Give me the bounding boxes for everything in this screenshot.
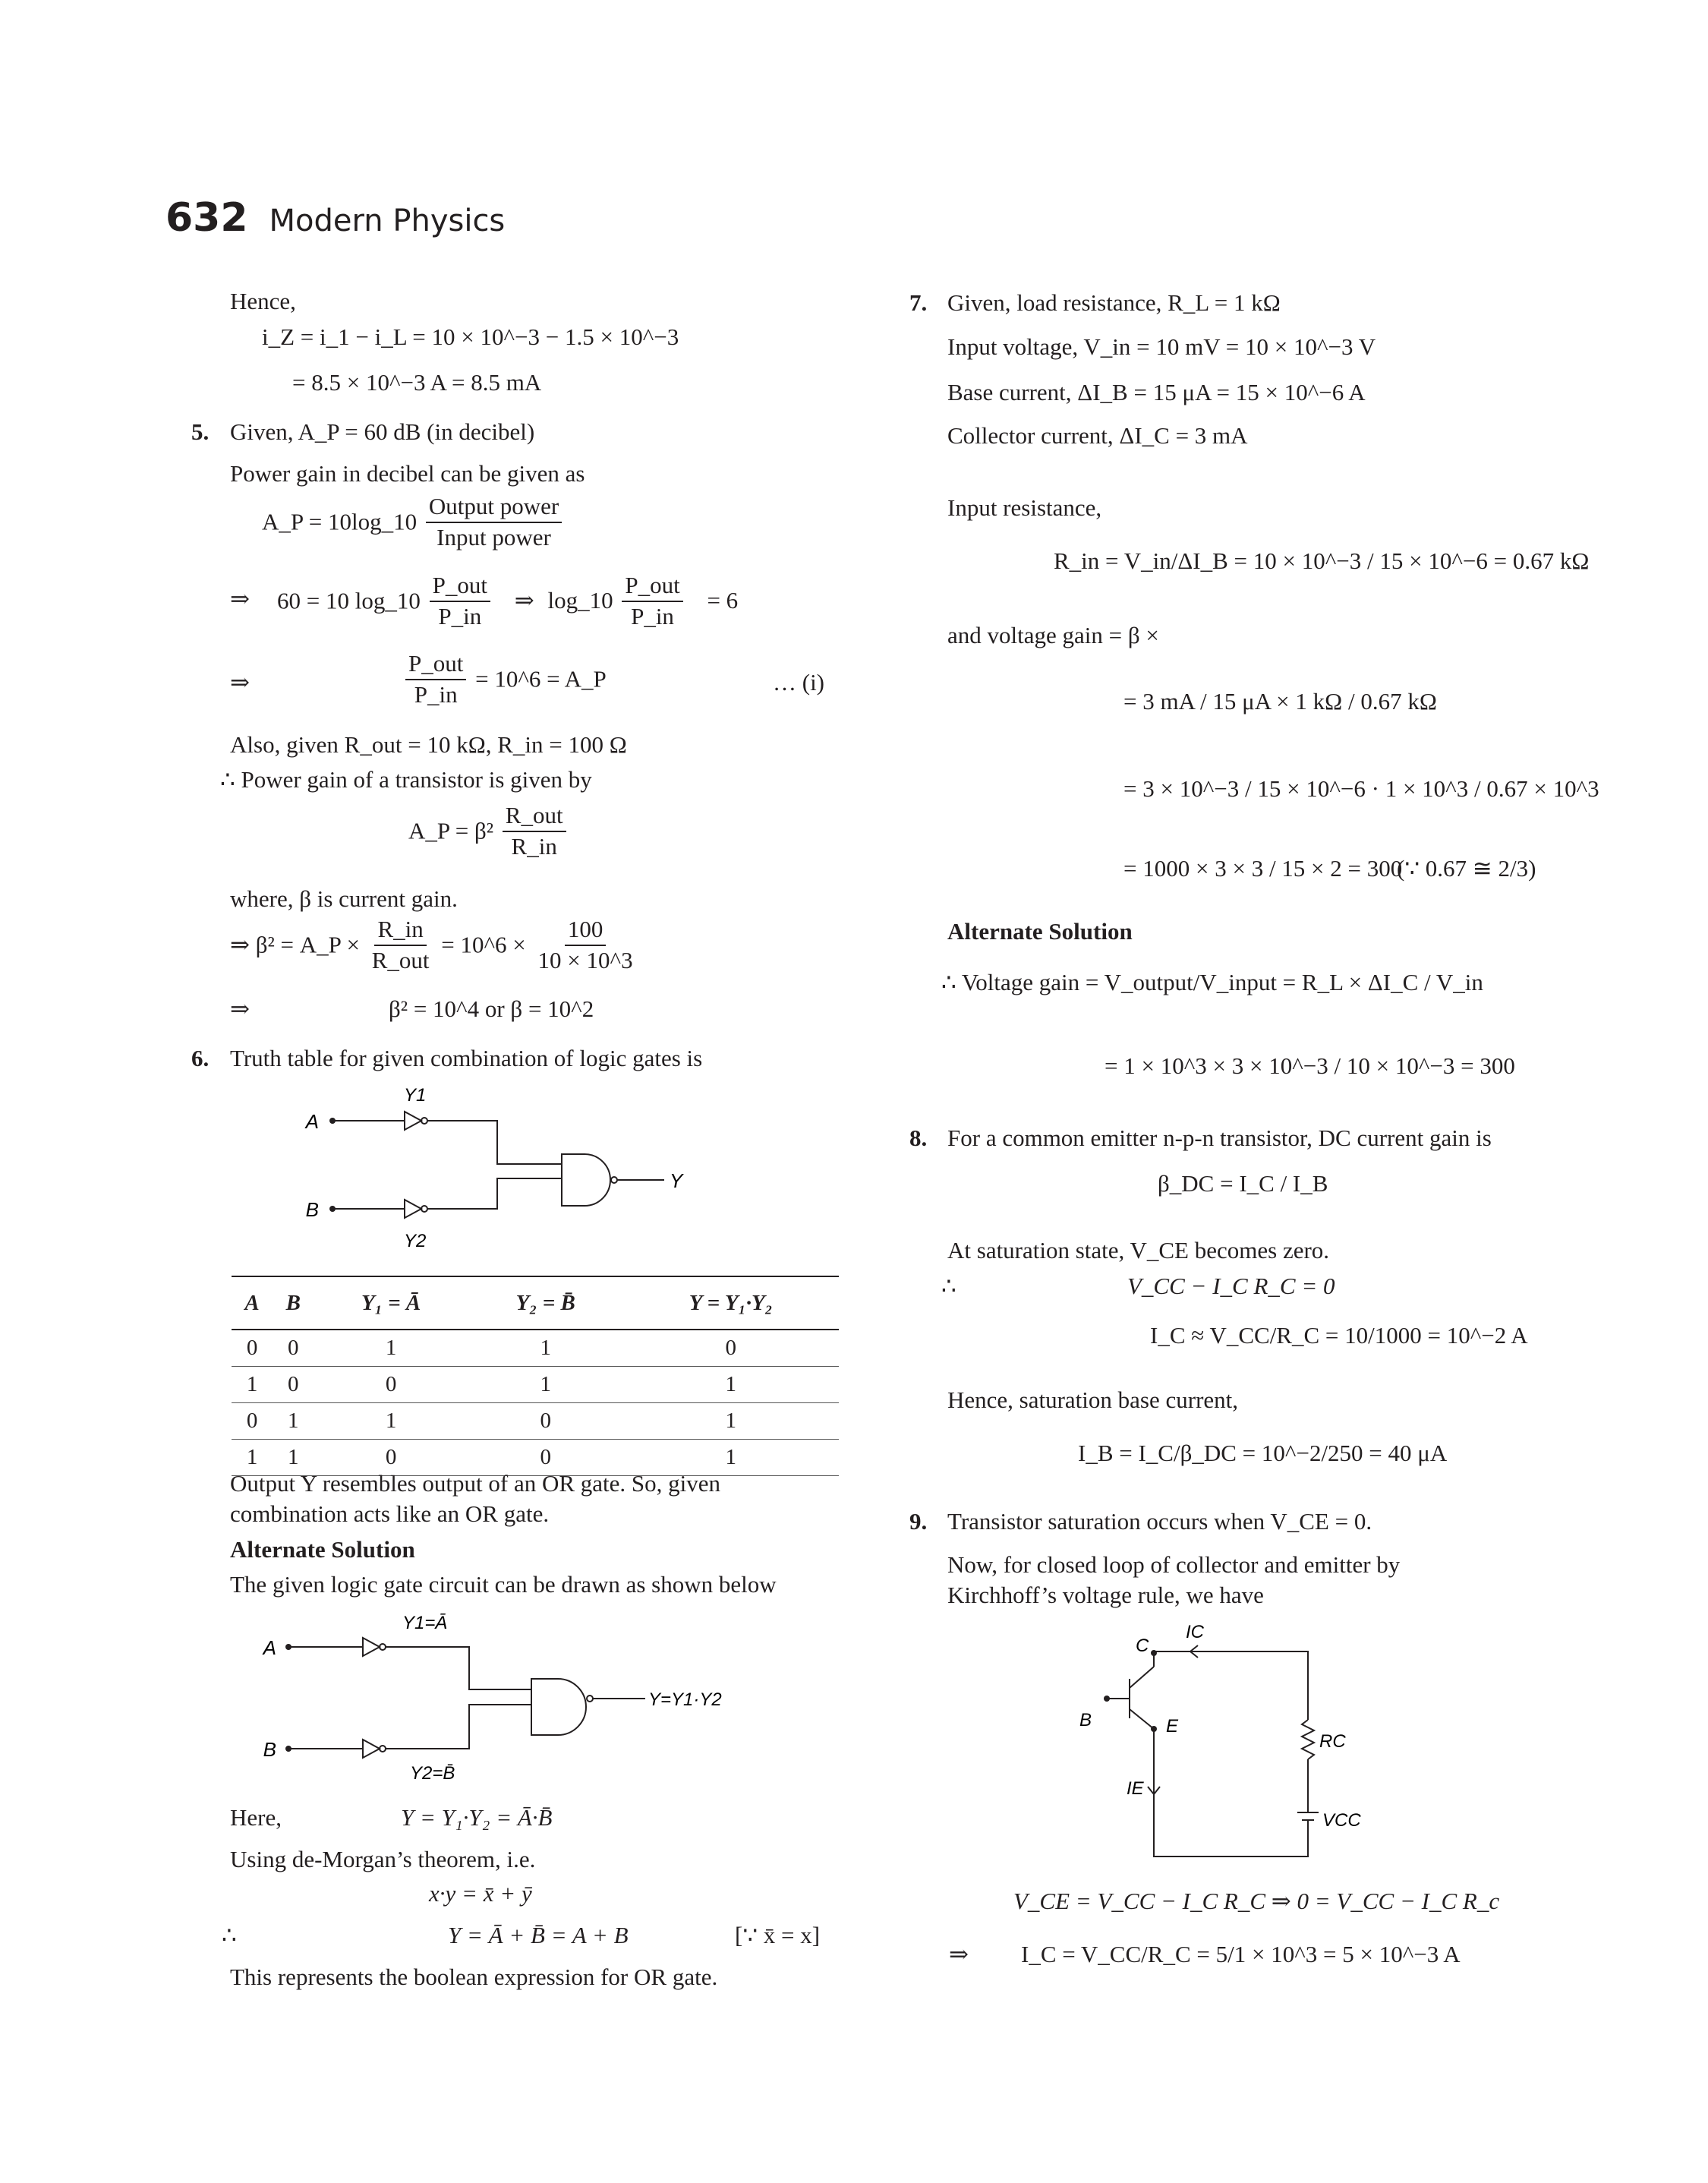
cell: 1 — [468, 1367, 623, 1403]
beta-step-b: = 10^6 × — [441, 931, 526, 958]
rin-label-2: R_in — [374, 915, 426, 946]
q8-text: For a common emitter n-p-n transistor, DC current gain is — [947, 1125, 1492, 1151]
q7-vg-row1: = 3 mA / 15 μA × 1 kΩ / 0.67 kΩ — [1123, 688, 1437, 715]
q4-hence: Hence, — [230, 288, 296, 314]
ap-beta-lhs: A_P = β² — [408, 817, 499, 844]
q5-given: Given, A_P = 60 dB (in decibel) — [230, 418, 535, 445]
cell: 1 — [623, 1440, 839, 1476]
label-ic: IC — [1186, 1622, 1204, 1642]
page-header — [165, 194, 505, 243]
cell: 0 — [273, 1367, 314, 1403]
step1-c: = 6 — [707, 587, 739, 614]
th-y: Y = Y₁·Y₂ — [623, 1276, 839, 1330]
q5-where: where, β is current gain. — [230, 885, 458, 912]
q7-vg-row3: = 1000 × 3 × 3 / 15 × 2 = 300 — [1123, 855, 1403, 882]
q7-line2: Input voltage, V_in = 10 mV = 10 × 10^−3 V — [947, 333, 1376, 360]
truth-table-header — [232, 1276, 839, 1330]
q8-beta: β_DC = I_C / I_B — [1158, 1170, 1328, 1197]
q8-sat: At saturation state, V_CE becomes zero. — [947, 1237, 1330, 1263]
step1-b: log_10 — [547, 587, 613, 614]
label-e: E — [1166, 1716, 1179, 1737]
q7-line3: Base current, ΔI_B = 15 μA = 15 × 10^−6 A — [947, 379, 1366, 405]
cell: 1 — [314, 1403, 468, 1440]
q5-step1 — [277, 571, 738, 632]
cell: 0 — [232, 1403, 273, 1440]
q7-vg-row2: = 3 × 10^−3 / 15 × 10^−6 · 1 × 10^3 / 0.67 × 10^3 — [1123, 775, 1599, 802]
q7-vg-text: and voltage gain = β × — [947, 622, 1159, 648]
q4-line2: = 8.5 × 10^−3 A = 8.5 mA — [292, 369, 542, 396]
q6-therefore: ∴ — [222, 1922, 237, 1948]
q9-implies: ⇒ — [949, 1941, 969, 1967]
label-y1: Y1 — [404, 1085, 427, 1106]
label-a: A — [305, 1110, 319, 1133]
q7-input-res: Input resistance, — [947, 494, 1102, 521]
q6-number: 6. — [191, 1045, 210, 1071]
q4-line1: i_Z = i_1 − i_L = 10 × 10^−3 − 1.5 × 10^−3 — [262, 323, 679, 350]
label-y2-2: Y2=B̄ — [410, 1763, 455, 1784]
q8-number: 8. — [909, 1125, 928, 1151]
pout-label-3: P_out — [405, 649, 466, 680]
label-y: Y — [670, 1169, 683, 1192]
q6-final-note: [∵ x̄ = x] — [735, 1922, 821, 1948]
th-b: B — [273, 1276, 314, 1330]
cell: 1 — [232, 1440, 273, 1476]
q9-text3: Kirchhoff’s voltage rule, we have — [947, 1582, 1264, 1608]
q6-output-1: Output Y resembles output of an OR gate. So, given — [230, 1470, 721, 1497]
q7-alt-result: = 1 × 10^3 × 3 × 10^−3 / 10 × 10^−3 = 300 — [1105, 1052, 1515, 1079]
cell: 0 — [273, 1330, 314, 1367]
q6-demorgan: Using de-Morgan’s theorem, i.e. — [230, 1846, 536, 1872]
q6-alt-heading: Alternate Solution — [230, 1536, 415, 1563]
logic-circuit-1 — [304, 1078, 729, 1260]
pout-label-2: P_out — [622, 571, 682, 602]
label-rc: RC — [1319, 1731, 1346, 1752]
q7-vg-note: (∵ 0.67 ≅ 2/3) — [1397, 855, 1536, 882]
beta-den: 10 × 10^3 — [537, 946, 633, 973]
pin-label-2: P_in — [631, 602, 674, 629]
cell: 0 — [314, 1440, 468, 1476]
pout-label: P_out — [430, 571, 490, 602]
q6-text: Truth table for given combination of logic gates is — [230, 1045, 703, 1071]
label-b-transistor: B — [1079, 1710, 1092, 1730]
pin-label-3: P_in — [414, 680, 458, 708]
cell: 1 — [623, 1403, 839, 1440]
implies-arrow: ⇒ — [514, 587, 534, 614]
logic-circuit-2 — [258, 1606, 759, 1788]
th-a: A — [232, 1276, 273, 1330]
q8-kvl: V_CC − I_C R_C = 0 — [1127, 1273, 1335, 1299]
label-ie: IE — [1127, 1778, 1144, 1799]
q9-eq1: V_CE = V_CC − I_C R_C ⇒ 0 = V_CC − I_C R_c — [1013, 1888, 1500, 1914]
q5-formula — [262, 492, 565, 553]
q6-demorgan-eq: x·y = x̄ + ȳ — [429, 1880, 532, 1907]
label-b: B — [305, 1198, 319, 1221]
q8-ic: I_C ≈ V_CC/R_C = 10/1000 = 10^−2 A — [1150, 1322, 1528, 1349]
cell: 0 — [623, 1330, 839, 1367]
q6-here-eq: Y = Y₁·Y₂ = Ā·B̄ — [401, 1804, 553, 1831]
cell: 1 — [232, 1367, 273, 1403]
input-power-label: Input power — [436, 523, 551, 550]
transistor-circuit — [1063, 1614, 1382, 1864]
q8-hence: Hence, saturation base current, — [947, 1386, 1239, 1413]
q5-therefore: ∴ Power gain of a transistor is given by — [220, 766, 592, 793]
q5-also: Also, given R_out = 10 kΩ, R_in = 100 Ω — [230, 731, 627, 758]
rout-label: R_out — [503, 801, 566, 832]
q6-here: Here, — [230, 1804, 282, 1831]
q7-line1: Given, load resistance, R_L = 1 kΩ — [947, 289, 1281, 316]
q6-closing: This represents the boolean expression for OR gate. — [230, 1964, 718, 1990]
rout-label-2: R_out — [371, 946, 430, 973]
output-power-label: Output power — [426, 492, 562, 523]
table-row — [232, 1330, 839, 1367]
th-y1: Y₁ = Ā — [314, 1276, 468, 1330]
table-row — [232, 1403, 839, 1440]
label-y1-2: Y1=Ā — [402, 1613, 448, 1633]
step2-rhs: = 10^6 = A_P — [475, 665, 607, 692]
q9-eq2: I_C = V_CC/R_C = 5/1 × 10^3 = 5 × 10^−3 A — [1021, 1941, 1461, 1967]
q8-therefore: ∴ — [941, 1273, 956, 1299]
q6-output-2: combination acts like an OR gate. — [230, 1500, 550, 1527]
q5-number: 5. — [191, 418, 210, 445]
label-y-2: Y=Y1·Y2 — [648, 1689, 722, 1710]
q5-ap-beta — [408, 801, 569, 862]
truth-table — [232, 1276, 839, 1476]
pin-label: P_in — [438, 602, 482, 629]
q7-line4: Collector current, ΔI_C = 3 mA — [947, 422, 1248, 449]
q5-implies-3: ⇒ — [230, 995, 250, 1022]
q7-number: 7. — [909, 289, 928, 316]
q5-implies-2: ⇒ — [230, 669, 250, 696]
q5-step2 — [402, 649, 607, 710]
eq-label-i: … (i) — [773, 669, 825, 696]
page-title: Modern Physics — [269, 203, 506, 238]
q6-alt-text: The given logic gate circuit can be drawn as shown below — [230, 1571, 777, 1598]
label-y2: Y2 — [404, 1231, 427, 1251]
cell: 1 — [623, 1367, 839, 1403]
q9-text2: Now, for closed loop of collector and emitter by — [947, 1551, 1401, 1578]
cell: 1 — [273, 1403, 314, 1440]
label-vcc: VCC — [1322, 1810, 1361, 1831]
rin-label: R_in — [511, 832, 557, 860]
th-y2: Y₂ = B̄ — [468, 1276, 623, 1330]
cell: 1 — [468, 1330, 623, 1367]
q8-ib: I_B = I_C/β_DC = 10^−2/250 = 40 μA — [1078, 1440, 1448, 1466]
cell: 0 — [314, 1367, 468, 1403]
step1-a: 60 = 10 log_10 — [277, 587, 421, 614]
formula-lhs: A_P = 10log_10 — [262, 508, 418, 535]
q6-final-eq: Y = Ā + B̄ = A + B — [448, 1922, 629, 1948]
table-row — [232, 1367, 839, 1403]
q5-implies-1: ⇒ — [230, 585, 250, 612]
q7-alt-heading: Alternate Solution — [947, 918, 1133, 945]
cell: 0 — [468, 1403, 623, 1440]
label-a-2: A — [263, 1636, 276, 1659]
cell: 0 — [232, 1330, 273, 1367]
q7-alt-eq: ∴ Voltage gain = V_output/V_input = R_L × ΔI_C / V_in — [941, 969, 1483, 995]
q5-intro: Power gain in decibel can be given as — [230, 460, 585, 487]
q5-beta-step — [230, 915, 639, 976]
q7-rin-eq: R_in = V_in/ΔI_B = 10 × 10^−3 / 15 × 10^−6 = 0.67 kΩ — [1054, 547, 1590, 574]
label-c: C — [1136, 1636, 1149, 1656]
cell: 1 — [314, 1330, 468, 1367]
beta-num: 100 — [565, 915, 607, 946]
beta-step-a: ⇒ β² = A_P × — [230, 931, 360, 958]
cell: 0 — [468, 1440, 623, 1476]
label-b-2: B — [263, 1738, 276, 1761]
cell: 1 — [273, 1440, 314, 1476]
page-number: 632 — [165, 195, 248, 241]
q5-beta-result: β² = 10^4 or β = 10^2 — [389, 995, 594, 1022]
q9-number: 9. — [909, 1508, 928, 1535]
q9-text: Transistor saturation occurs when V_CE = 0. — [947, 1508, 1372, 1535]
